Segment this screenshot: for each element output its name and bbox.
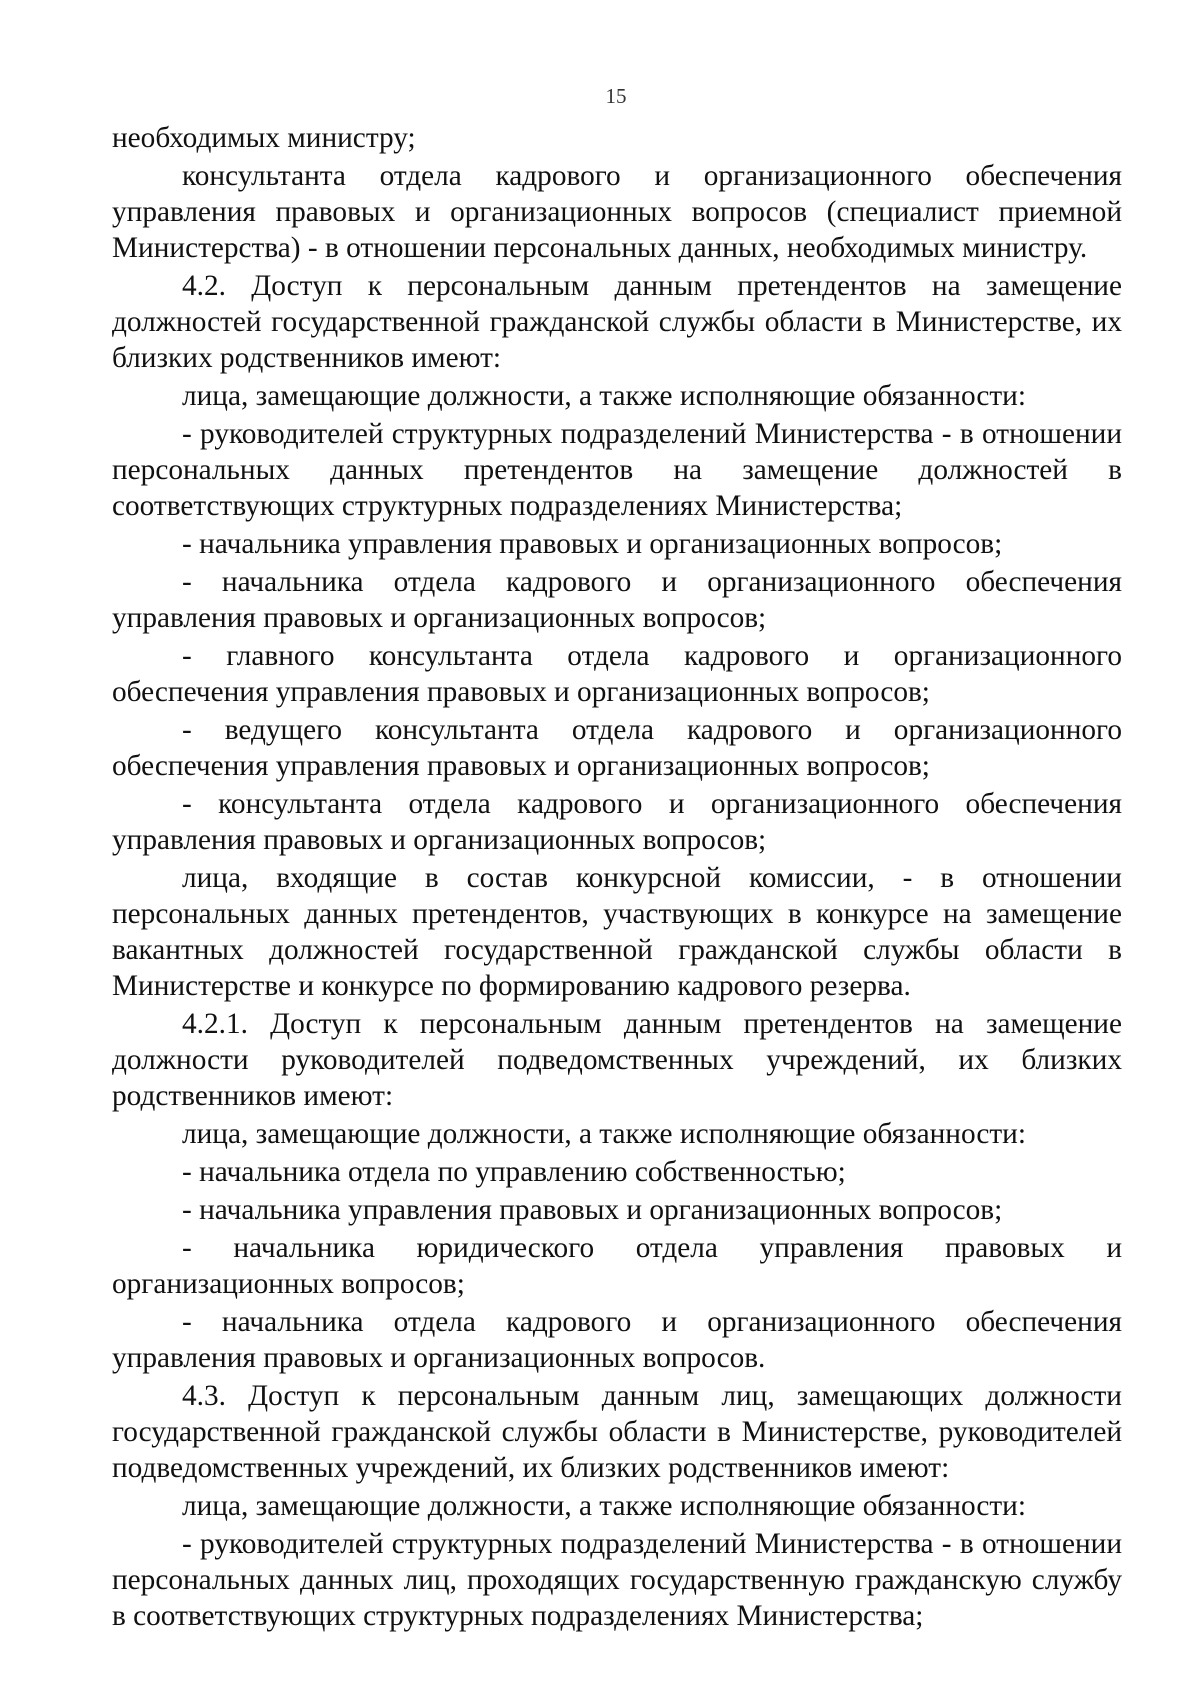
- page-number: 15: [605, 84, 627, 108]
- paragraph: - начальника отдела по управлению собственностью;: [182, 1156, 846, 1188]
- paragraph: лица, замещающие должности, а также исполняющие обязанности:: [182, 1118, 1026, 1150]
- paragraph: - главного консультанта отдела кадрового и организационного обеспечения управления правовых и организационных вопросов;: [112, 640, 1122, 708]
- paragraph: - ведущего консультанта отдела кадрового и организационного обеспечения управления правовых и организационных вопросов;: [112, 714, 1122, 782]
- paragraph: - начальника управления правовых и организационных вопросов;: [182, 1194, 1003, 1226]
- paragraph: - руководителей структурных подразделений Министерства - в отношении персональных данных претендентов на замещение должностей в соответствующих структурных подразделениях Министерства;: [112, 418, 1122, 522]
- paragraph: - начальника отдела кадрового и организационного обеспечения управления правовых и организационных вопросов.: [112, 1306, 1122, 1374]
- paragraph: лица, замещающие должности, а также исполняющие обязанности:: [182, 1490, 1026, 1522]
- document-body: [112, 120, 1122, 1634]
- paragraph: лица, замещающие должности, а также исполняющие обязанности:: [182, 380, 1026, 412]
- paragraph: - начальника отдела кадрового и организационного обеспечения управления правовых и организационных вопросов;: [112, 566, 1122, 634]
- paragraph: - руководителей структурных подразделений Министерства - в отношении персональных данных лиц, проходящих государственную гражданскую службу в соответствующих структурных подразделениях Министерства;: [112, 1528, 1122, 1632]
- paragraph: - начальника юридического отдела управления правовых и организационных вопросов;: [112, 1232, 1122, 1300]
- paragraph: лица, входящие в состав конкурсной комиссии, - в отношении персональных данных претендентов, участвующих в конкурсе на замещение вакантных должностей государственной гражданской службы области в Министерстве и конкурсе по формированию кадрового резерва.: [112, 862, 1122, 1002]
- paragraph: необходимых министру;: [112, 122, 416, 154]
- paragraph: 4.3. Доступ к персональным данным лиц, замещающих должности государственной гражданской службы области в Министерстве, руководителей подведомственных учреждений, их близких родственников имеют:: [112, 1380, 1122, 1484]
- paragraph: консультанта отдела кадрового и организационного обеспечения управления правовых и организационных вопросов (специалист приемной Министерства) - в отношении персональных данных, необходимых министру.: [112, 160, 1122, 264]
- paragraph: - начальника управления правовых и организационных вопросов;: [182, 528, 1003, 560]
- paragraph: - консультанта отдела кадрового и организационного обеспечения управления правовых и организационных вопросов;: [112, 788, 1122, 856]
- paragraph: 4.2.1. Доступ к персональным данным претендентов на замещение должности руководителей подведомственных учреждений, их близких родственников имеют:: [112, 1008, 1122, 1112]
- paragraph: 4.2. Доступ к персональным данным претендентов на замещение должностей государственной гражданской службы области в Министерстве, их близких родственников имеют:: [112, 270, 1122, 374]
